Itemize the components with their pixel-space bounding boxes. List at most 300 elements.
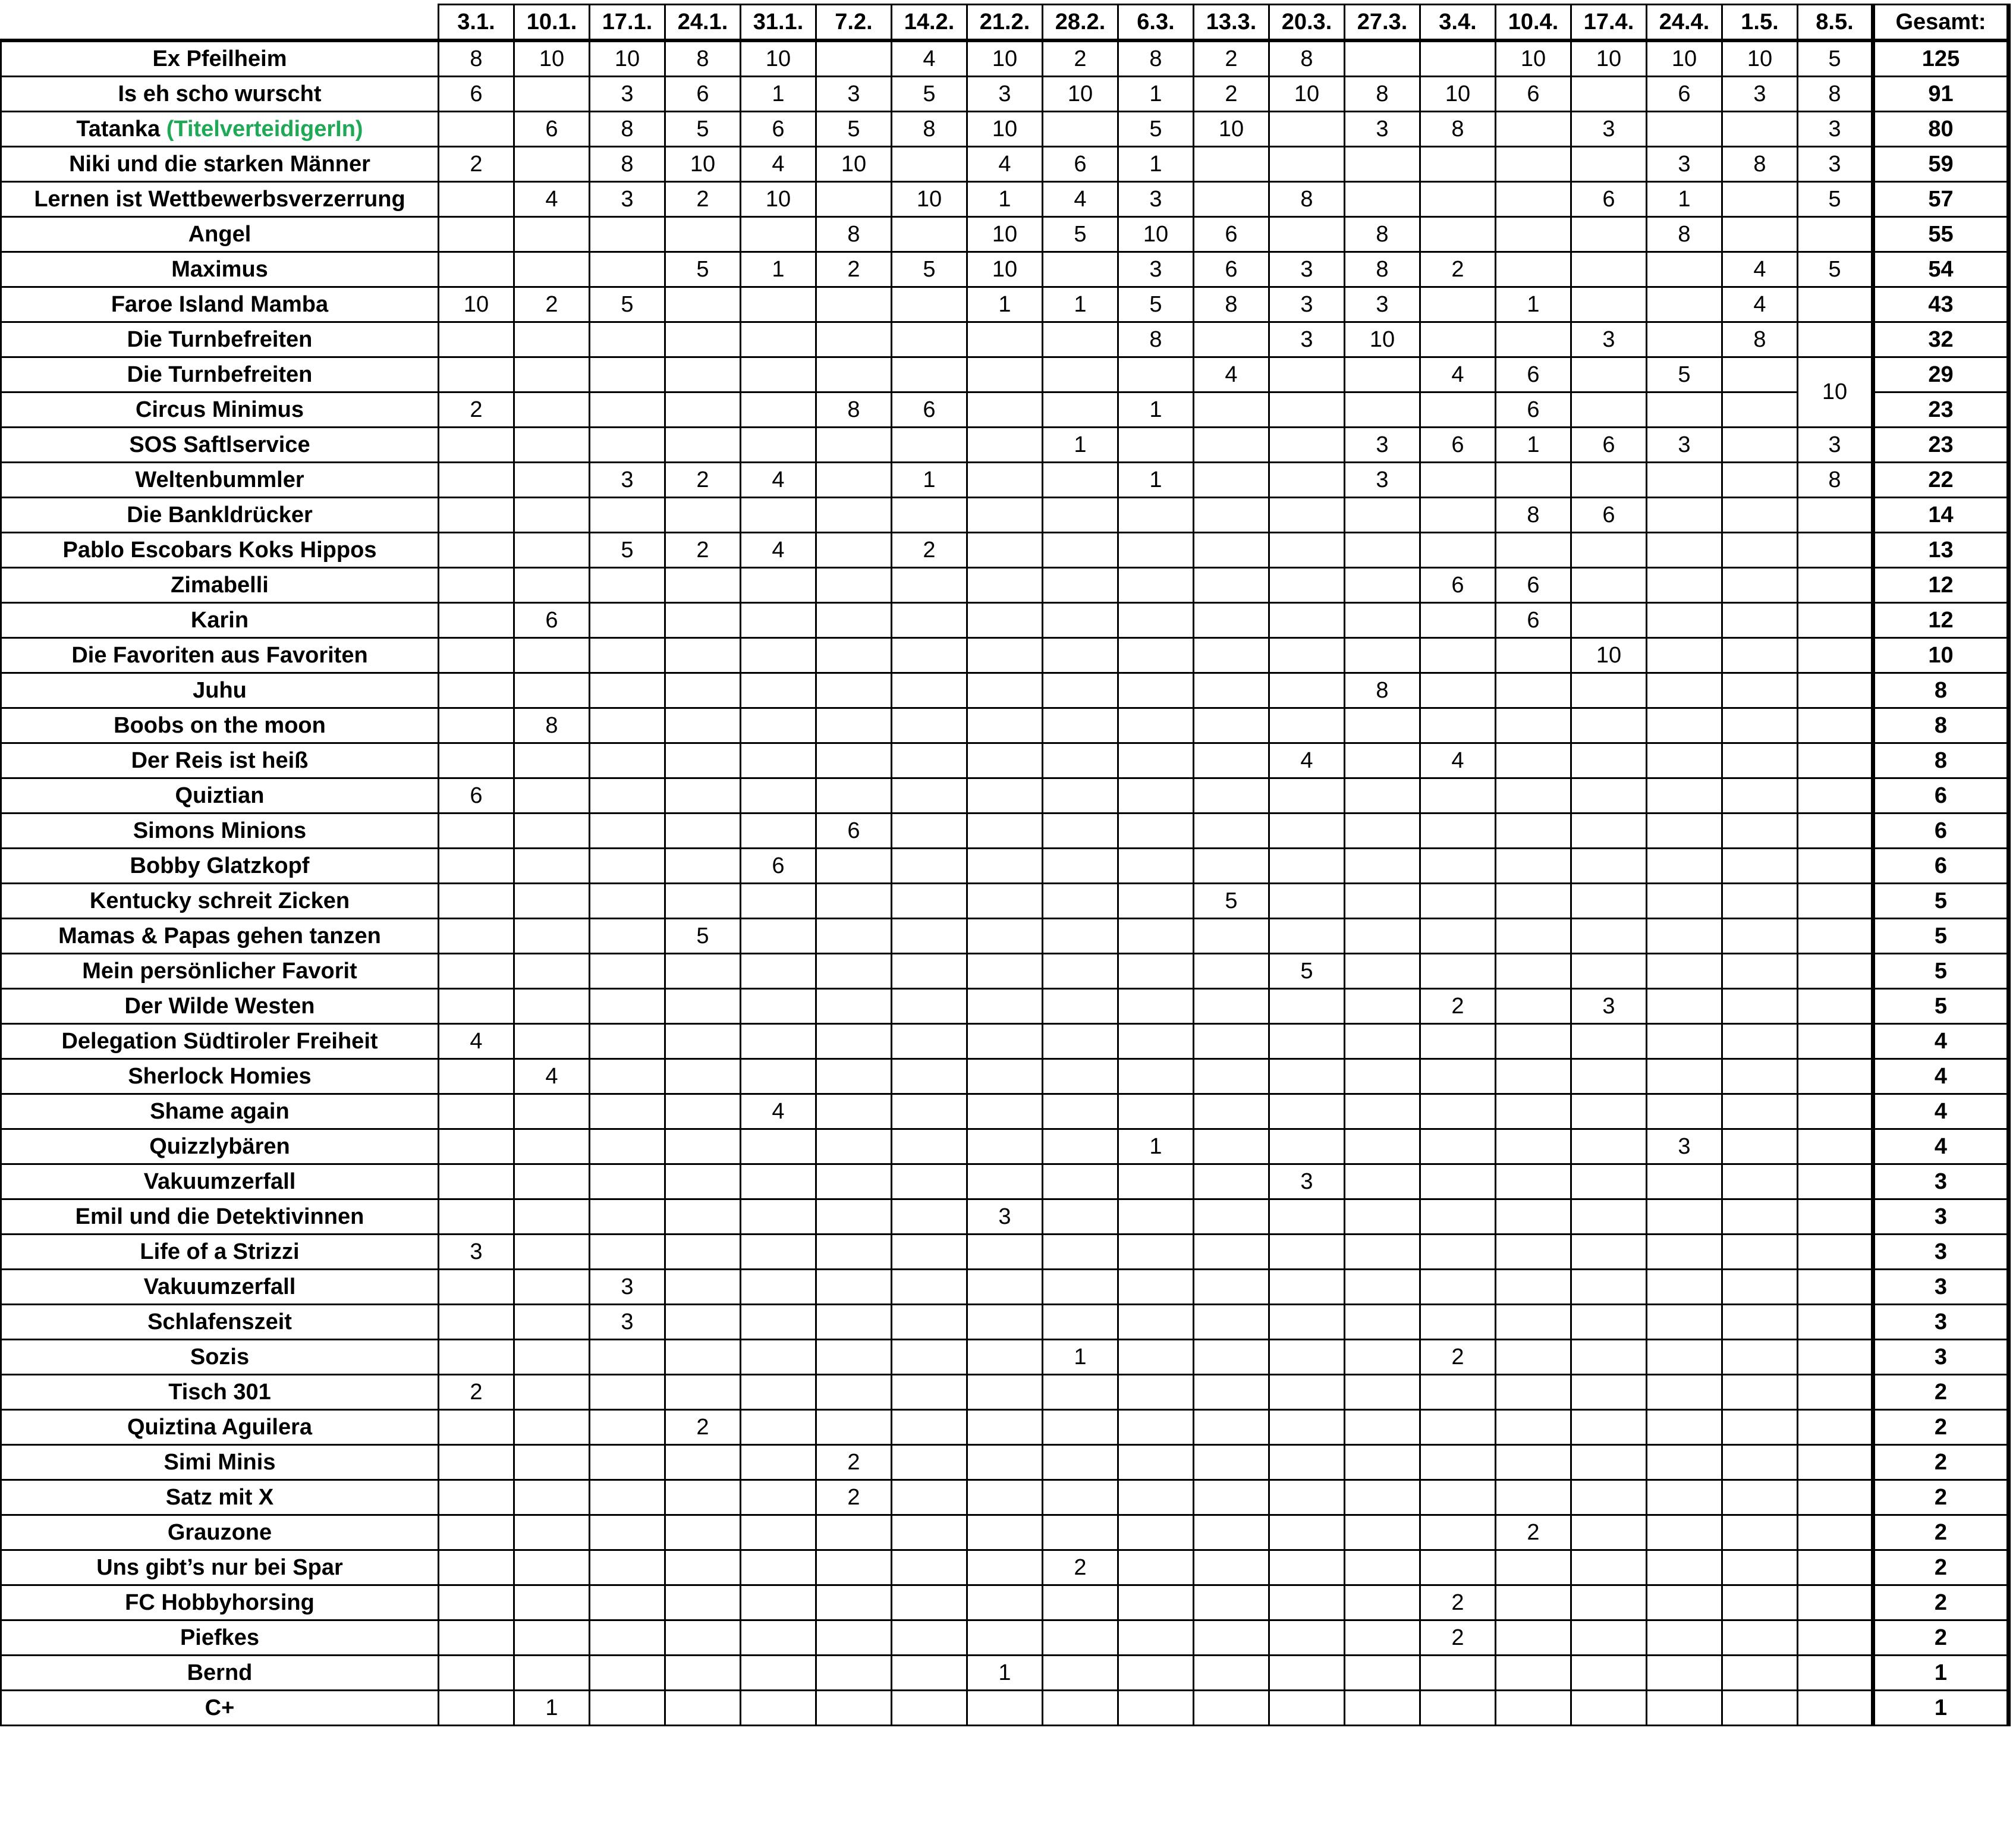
score-cell: [1571, 1024, 1647, 1059]
score-cell: [1118, 919, 1194, 954]
team-name: [1, 40, 439, 77]
score-cell: [514, 322, 590, 357]
score-cell: [1496, 954, 1571, 989]
score-cell: 6: [1496, 357, 1571, 392]
score-cell: [1496, 849, 1571, 884]
score-cell: [665, 1375, 741, 1410]
team-name-text: FC Hobbyhorsing: [125, 1590, 314, 1615]
score-cell: 6: [1420, 568, 1496, 603]
score-cell: [439, 638, 514, 673]
score-cell: [967, 1235, 1043, 1270]
score-cell: [590, 1024, 665, 1059]
score-cell: [514, 1585, 590, 1620]
standings-table: [0, 4, 2011, 1726]
score-cell: 5: [665, 919, 741, 954]
score-cell: [741, 954, 816, 989]
score-cell: [892, 1305, 967, 1340]
score-cell: [1118, 1691, 1194, 1726]
score-cell: [514, 743, 590, 778]
score-cell: [1798, 708, 1873, 743]
date-header: 24.4.: [1647, 5, 1722, 41]
score-cell: [741, 1480, 816, 1515]
total-cell: 3: [1873, 1270, 2009, 1305]
score-cell: [1647, 954, 1722, 989]
team-name-text: Bernd: [187, 1660, 253, 1685]
score-cell: [1496, 1620, 1571, 1656]
score-cell: 4: [514, 1059, 590, 1094]
score-cell: [1798, 1480, 1873, 1515]
team-name: [1, 533, 439, 568]
score-cell: [1647, 287, 1722, 322]
score-cell: [1118, 708, 1194, 743]
score-cell: [1194, 1059, 1269, 1094]
score-cell: [816, 1340, 892, 1375]
score-cell: [892, 1340, 967, 1375]
score-cell: [514, 638, 590, 673]
score-cell: [1043, 778, 1118, 814]
score-cell: [1496, 708, 1571, 743]
score-cell: [1194, 849, 1269, 884]
score-cell: [665, 814, 741, 849]
team-name: [1, 1199, 439, 1235]
score-cell: [514, 1199, 590, 1235]
score-cell: 2: [665, 463, 741, 498]
score-cell: [1043, 1199, 1118, 1235]
score-cell: [1496, 919, 1571, 954]
score-cell: [1043, 1024, 1118, 1059]
score-cell: [892, 287, 967, 322]
score-cell: [1798, 1375, 1873, 1410]
score-cell: [1118, 1410, 1194, 1445]
score-cell: [665, 1199, 741, 1235]
score-cell: [590, 322, 665, 357]
team-name-text: Vakuumzerfall: [143, 1169, 296, 1194]
score-cell: 10: [1798, 357, 1873, 428]
score-cell: [1420, 1445, 1496, 1480]
score-cell: 6: [1496, 392, 1571, 428]
score-cell: [967, 1550, 1043, 1585]
score-cell: [1496, 1164, 1571, 1199]
total-cell: 5: [1873, 989, 2009, 1024]
score-cell: [439, 182, 514, 217]
score-cell: [1647, 1024, 1722, 1059]
total-cell: 80: [1873, 112, 2009, 147]
score-cell: [514, 1480, 590, 1515]
score-cell: [590, 1585, 665, 1620]
score-cell: [1571, 1515, 1647, 1550]
score-cell: [1194, 1656, 1269, 1691]
score-cell: [1571, 1059, 1647, 1094]
total-cell: 4: [1873, 1129, 2009, 1164]
score-cell: [1345, 357, 1420, 392]
score-cell: [1798, 1235, 1873, 1270]
score-cell: [1722, 1585, 1798, 1620]
score-cell: [816, 1410, 892, 1445]
score-cell: [967, 463, 1043, 498]
score-cell: [1647, 814, 1722, 849]
score-cell: [1571, 814, 1647, 849]
score-cell: [1345, 638, 1420, 673]
score-cell: 2: [1043, 40, 1118, 77]
score-cell: [1345, 1620, 1420, 1656]
score-cell: [892, 1199, 967, 1235]
score-cell: [741, 1585, 816, 1620]
score-cell: [1722, 428, 1798, 463]
score-cell: [1269, 1515, 1345, 1550]
score-cell: [1269, 147, 1345, 182]
score-cell: 8: [1118, 322, 1194, 357]
score-cell: [1043, 392, 1118, 428]
score-cell: [590, 568, 665, 603]
score-cell: [1722, 708, 1798, 743]
score-cell: [1496, 1480, 1571, 1515]
score-cell: [1722, 849, 1798, 884]
score-cell: [1269, 1305, 1345, 1340]
score-cell: 5: [665, 112, 741, 147]
score-cell: [514, 1620, 590, 1656]
score-cell: [590, 1340, 665, 1375]
score-cell: [816, 357, 892, 392]
score-cell: [1194, 1585, 1269, 1620]
score-cell: [590, 428, 665, 463]
total-cell: 2: [1873, 1480, 2009, 1515]
score-cell: [741, 778, 816, 814]
score-cell: 2: [439, 147, 514, 182]
table-row: [1, 1691, 2009, 1726]
score-cell: [1194, 1620, 1269, 1656]
score-cell: [1194, 708, 1269, 743]
score-cell: [741, 1515, 816, 1550]
score-cell: [1269, 1024, 1345, 1059]
score-cell: [1118, 1164, 1194, 1199]
score-cell: [892, 743, 967, 778]
score-cell: [1194, 463, 1269, 498]
score-cell: 8: [439, 40, 514, 77]
score-cell: [1345, 1375, 1420, 1410]
score-cell: [1043, 1129, 1118, 1164]
table-row: [1, 1515, 2009, 1550]
score-cell: [1571, 603, 1647, 638]
score-cell: [1043, 919, 1118, 954]
total-cell: 6: [1873, 814, 2009, 849]
score-cell: [1571, 1445, 1647, 1480]
score-cell: [1345, 1235, 1420, 1270]
team-name: [1, 1375, 439, 1410]
table-row: [1, 217, 2009, 252]
score-cell: [1722, 1656, 1798, 1691]
team-name: [1, 217, 439, 252]
score-cell: [1345, 884, 1420, 919]
score-cell: [1269, 1691, 1345, 1726]
team-name: [1, 322, 439, 357]
table-row: [1, 1164, 2009, 1199]
score-cell: [1269, 849, 1345, 884]
score-cell: 1: [1118, 392, 1194, 428]
team-name: [1, 1094, 439, 1129]
score-cell: [892, 989, 967, 1024]
team-name-text: C+: [205, 1695, 235, 1720]
score-cell: [1194, 1550, 1269, 1585]
score-cell: [967, 849, 1043, 884]
score-cell: [590, 1199, 665, 1235]
score-cell: [1798, 1445, 1873, 1480]
score-cell: 6: [1571, 498, 1647, 533]
score-cell: [439, 1620, 514, 1656]
team-name: [1, 252, 439, 287]
score-cell: [1647, 919, 1722, 954]
score-cell: [1118, 1199, 1194, 1235]
score-cell: [1571, 217, 1647, 252]
score-cell: [439, 1199, 514, 1235]
score-cell: [590, 252, 665, 287]
table-row: [1, 463, 2009, 498]
score-cell: [1496, 463, 1571, 498]
table-row: [1, 673, 2009, 708]
score-cell: [1345, 989, 1420, 1024]
score-cell: 1: [1043, 428, 1118, 463]
score-cell: [1647, 708, 1722, 743]
total-cell: 3: [1873, 1340, 2009, 1375]
score-cell: [1798, 217, 1873, 252]
score-cell: [816, 919, 892, 954]
score-cell: [1496, 1375, 1571, 1410]
score-cell: [1420, 1550, 1496, 1585]
score-cell: [1647, 1585, 1722, 1620]
total-cell: 1: [1873, 1656, 2009, 1691]
score-cell: [1571, 1480, 1647, 1515]
table-row: [1, 1585, 2009, 1620]
score-cell: [1571, 673, 1647, 708]
score-cell: 2: [665, 1410, 741, 1445]
score-cell: [514, 1410, 590, 1445]
team-name-text: Life of a Strizzi: [140, 1239, 300, 1264]
score-cell: [1496, 182, 1571, 217]
score-cell: [1194, 1235, 1269, 1270]
team-name: [1, 954, 439, 989]
score-cell: [1722, 217, 1798, 252]
score-cell: [1420, 849, 1496, 884]
table-row: [1, 1550, 2009, 1585]
total-cell: 23: [1873, 428, 2009, 463]
score-cell: [741, 428, 816, 463]
score-cell: [1496, 217, 1571, 252]
score-cell: [1647, 252, 1722, 287]
score-cell: [1118, 1340, 1194, 1375]
score-cell: [1571, 1375, 1647, 1410]
score-cell: 5: [816, 112, 892, 147]
date-header: 13.3.: [1194, 5, 1269, 41]
score-cell: [1118, 1235, 1194, 1270]
score-cell: [816, 1620, 892, 1656]
score-cell: [816, 1585, 892, 1620]
score-cell: [1269, 884, 1345, 919]
score-cell: 8: [1722, 322, 1798, 357]
score-cell: 6: [1194, 217, 1269, 252]
score-cell: [967, 884, 1043, 919]
score-cell: [1496, 533, 1571, 568]
score-cell: [1118, 954, 1194, 989]
team-name: [1, 112, 439, 147]
score-cell: [816, 428, 892, 463]
total-cell: 2: [1873, 1515, 2009, 1550]
score-cell: [1269, 1585, 1345, 1620]
score-cell: [1269, 392, 1345, 428]
score-cell: [1420, 1480, 1496, 1515]
score-cell: [741, 708, 816, 743]
team-name: [1, 1691, 439, 1726]
score-cell: 3: [1647, 428, 1722, 463]
score-cell: [665, 673, 741, 708]
score-cell: 10: [967, 112, 1043, 147]
score-cell: [1496, 989, 1571, 1024]
score-cell: [1798, 1164, 1873, 1199]
score-cell: 10: [590, 40, 665, 77]
score-cell: [590, 778, 665, 814]
team-name-text: Boobs on the moon: [114, 712, 326, 738]
score-cell: [1269, 708, 1345, 743]
score-cell: [892, 1024, 967, 1059]
score-cell: [816, 638, 892, 673]
table-row: [1, 287, 2009, 322]
score-cell: [1043, 1094, 1118, 1129]
table-row: [1, 1305, 2009, 1340]
score-cell: [741, 1305, 816, 1340]
score-cell: [1571, 743, 1647, 778]
team-name: [1, 147, 439, 182]
score-cell: [1647, 638, 1722, 673]
score-cell: 2: [439, 1375, 514, 1410]
score-cell: [1722, 1445, 1798, 1480]
score-cell: [439, 1445, 514, 1480]
score-cell: [1118, 989, 1194, 1024]
team-name: [1, 673, 439, 708]
team-name: [1, 428, 439, 463]
score-cell: [665, 1129, 741, 1164]
date-header: 8.5.: [1798, 5, 1873, 41]
table-row: [1, 989, 2009, 1024]
score-cell: 10: [1722, 40, 1798, 77]
score-cell: [1647, 392, 1722, 428]
score-cell: [1798, 884, 1873, 919]
score-cell: [1269, 1550, 1345, 1585]
score-cell: [1647, 1480, 1722, 1515]
score-cell: [1118, 1480, 1194, 1515]
score-cell: [892, 1585, 967, 1620]
score-cell: [590, 603, 665, 638]
score-cell: [816, 1164, 892, 1199]
score-cell: [1798, 1620, 1873, 1656]
score-cell: [665, 357, 741, 392]
score-cell: [1496, 1445, 1571, 1480]
score-cell: 4: [1420, 357, 1496, 392]
score-cell: [590, 708, 665, 743]
score-cell: [1647, 1375, 1722, 1410]
score-cell: 10: [741, 40, 816, 77]
score-cell: [1118, 1656, 1194, 1691]
score-cell: 6: [1043, 147, 1118, 182]
score-cell: [439, 1550, 514, 1585]
score-cell: 1: [967, 287, 1043, 322]
team-name: [1, 849, 439, 884]
score-cell: [1345, 1305, 1420, 1340]
score-cell: [1496, 743, 1571, 778]
score-cell: [816, 568, 892, 603]
score-cell: [665, 1059, 741, 1094]
score-cell: [1496, 814, 1571, 849]
score-cell: [741, 322, 816, 357]
team-name: [1, 814, 439, 849]
score-cell: [892, 638, 967, 673]
score-cell: [1647, 989, 1722, 1024]
score-cell: [741, 1375, 816, 1410]
team-name-text: Pablo Escobars Koks Hippos: [62, 537, 377, 563]
score-cell: [439, 849, 514, 884]
score-cell: [816, 322, 892, 357]
score-cell: [665, 322, 741, 357]
date-header: 1.5.: [1722, 5, 1798, 41]
table-row: [1, 1375, 2009, 1410]
score-cell: [967, 1024, 1043, 1059]
score-cell: [816, 989, 892, 1024]
score-cell: [1647, 1515, 1722, 1550]
score-cell: 3: [1647, 1129, 1722, 1164]
score-cell: [967, 919, 1043, 954]
table-row: [1, 147, 2009, 182]
score-cell: [892, 884, 967, 919]
score-cell: 1: [741, 77, 816, 112]
score-cell: [1722, 1340, 1798, 1375]
score-cell: [1118, 1305, 1194, 1340]
score-cell: 4: [1269, 743, 1345, 778]
score-cell: [816, 1691, 892, 1726]
score-cell: [1722, 954, 1798, 989]
score-cell: 1: [1496, 287, 1571, 322]
score-cell: [1043, 638, 1118, 673]
team-name: [1, 463, 439, 498]
score-cell: [1798, 1024, 1873, 1059]
score-cell: 3: [1345, 428, 1420, 463]
date-header: 10.1.: [514, 5, 590, 41]
score-cell: [1043, 568, 1118, 603]
score-cell: [892, 1270, 967, 1305]
score-cell: [967, 1375, 1043, 1410]
score-cell: 3: [1571, 989, 1647, 1024]
score-cell: [1722, 814, 1798, 849]
score-cell: [967, 322, 1043, 357]
total-cell: 3: [1873, 1235, 2009, 1270]
score-cell: [816, 603, 892, 638]
score-cell: 10: [1269, 77, 1345, 112]
score-cell: [1722, 603, 1798, 638]
score-cell: 1: [967, 1656, 1043, 1691]
score-cell: 8: [1420, 112, 1496, 147]
score-cell: 10: [1043, 77, 1118, 112]
score-cell: [1496, 112, 1571, 147]
score-cell: [1420, 884, 1496, 919]
total-cell: 4: [1873, 1059, 2009, 1094]
date-header: 28.2.: [1043, 5, 1118, 41]
score-cell: [1722, 1375, 1798, 1410]
score-cell: [439, 1410, 514, 1445]
score-cell: 8: [1647, 217, 1722, 252]
table-row: [1, 1235, 2009, 1270]
score-cell: [892, 1129, 967, 1164]
score-cell: [1571, 1620, 1647, 1656]
score-cell: [1194, 778, 1269, 814]
team-name: [1, 708, 439, 743]
team-name-text: Die Turnbefreiten: [127, 362, 313, 387]
total-cell: 2: [1873, 1410, 2009, 1445]
